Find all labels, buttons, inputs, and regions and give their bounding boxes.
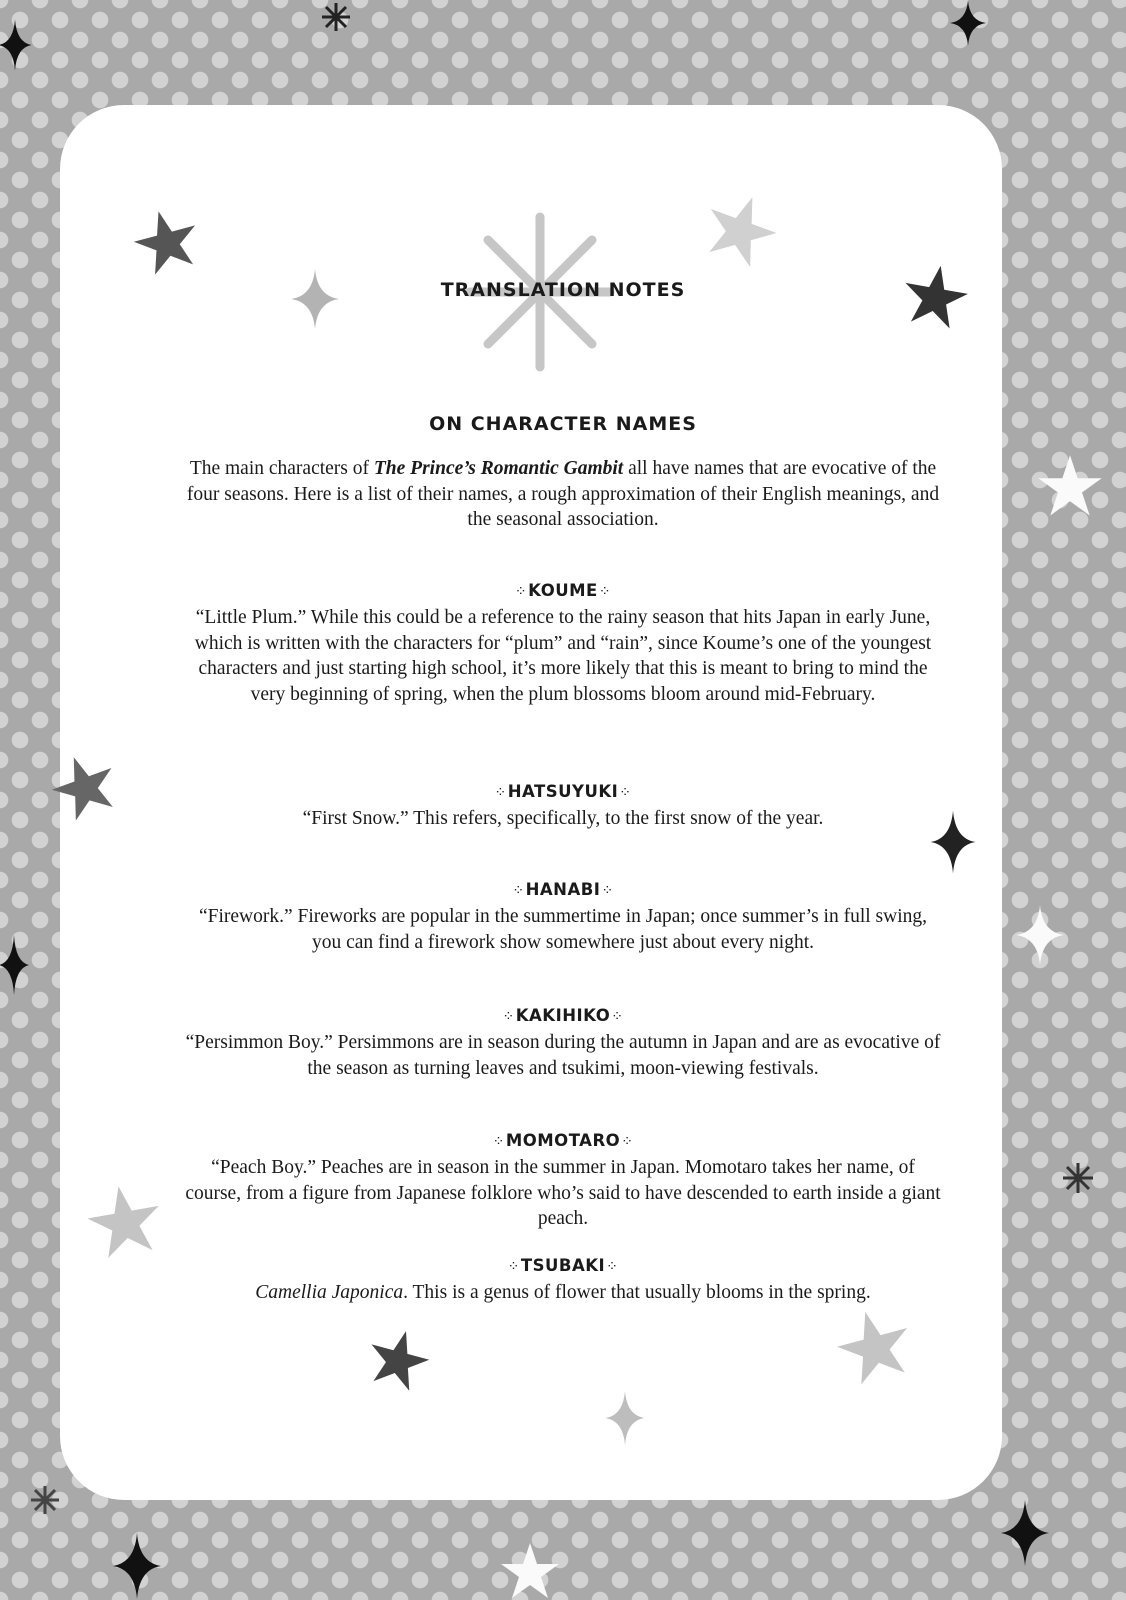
star-icon bbox=[700, 195, 780, 265]
entry-description: “First Snow.” This refers, specifically, to the first snow of the year. bbox=[302, 808, 824, 829]
entry-description: “Firework.” Fireworks are popular in the summertime in Japan; once summer’s in full swing, you can find a firework show somewhere just about every night. bbox=[198, 906, 928, 953]
star-icon bbox=[500, 1545, 560, 1600]
asterisk-burst-icon bbox=[316, 0, 356, 34]
entry-name: ⁘KOUME⁘ bbox=[514, 581, 612, 600]
star-icon bbox=[132, 210, 202, 274]
list-item bbox=[0, 1253, 1126, 1306]
section-title: ON CHARACTER NAMES bbox=[429, 413, 697, 435]
entry-name: ⁘HATSUYUKI⁘ bbox=[494, 782, 632, 801]
entry-description: “Peach Boy.” Peaches are in season in the summer in Japan. Momotaro takes her name, of course, from a figure from Japanese folklore who’s said to have descended to earth inside a giant peach. bbox=[185, 1157, 941, 1229]
sparkle-icon bbox=[605, 1390, 645, 1446]
list-item bbox=[0, 779, 1126, 832]
list-item bbox=[0, 1128, 1126, 1232]
star-icon bbox=[835, 1310, 915, 1384]
sparkle-icon bbox=[1000, 1500, 1050, 1566]
entry-name: ⁘MOMOTARO⁘ bbox=[492, 1131, 634, 1150]
list-item bbox=[0, 1003, 1126, 1081]
entry-description: “Persimmon Boy.” Persimmons are in season during the autumn in Japan and are as evocative of the season as turning leaves and tsukimi, moon-viewing festivals. bbox=[185, 1032, 941, 1079]
entry-name: ⁘HANABI⁘ bbox=[512, 880, 614, 899]
page-title: TRANSLATION NOTES bbox=[440, 279, 686, 301]
sparkle-icon bbox=[948, 0, 988, 46]
entry-description: “Little Plum.” While this could be a reference to the rainy season that hits Japan in early June, which is written with the characters for “plum” and “rain”, since Koume’s one of the youngest characters and just starting high school, it’s more likely that this is meant to bring to mind the very beginning of spring, when the plum blossoms bloom around mid-February. bbox=[194, 607, 932, 705]
entry-description: Camellia Japonica. This is a genus of flower that usually blooms in the spring. bbox=[255, 1282, 871, 1303]
intro-paragraph bbox=[0, 456, 1126, 533]
entry-name: ⁘TSUBAKI⁘ bbox=[507, 1256, 619, 1275]
asterisk-burst-icon bbox=[25, 1480, 65, 1520]
intro-prefix: The main characters of bbox=[189, 458, 374, 479]
star-icon bbox=[365, 1330, 431, 1390]
book-title: The Prince’s Romantic Gambit bbox=[373, 458, 624, 479]
list-item bbox=[0, 578, 1126, 707]
list-item bbox=[0, 877, 1126, 955]
entry-name: ⁘KAKIHIKO⁘ bbox=[502, 1006, 624, 1025]
sparkle-icon bbox=[0, 20, 30, 70]
sparkle-icon bbox=[112, 1532, 162, 1600]
intro-suffix: all have names that are evocative of the four seasons. Here is a list of their names, a rough approximation of their English meanings, and the seasonal association. bbox=[186, 458, 940, 530]
